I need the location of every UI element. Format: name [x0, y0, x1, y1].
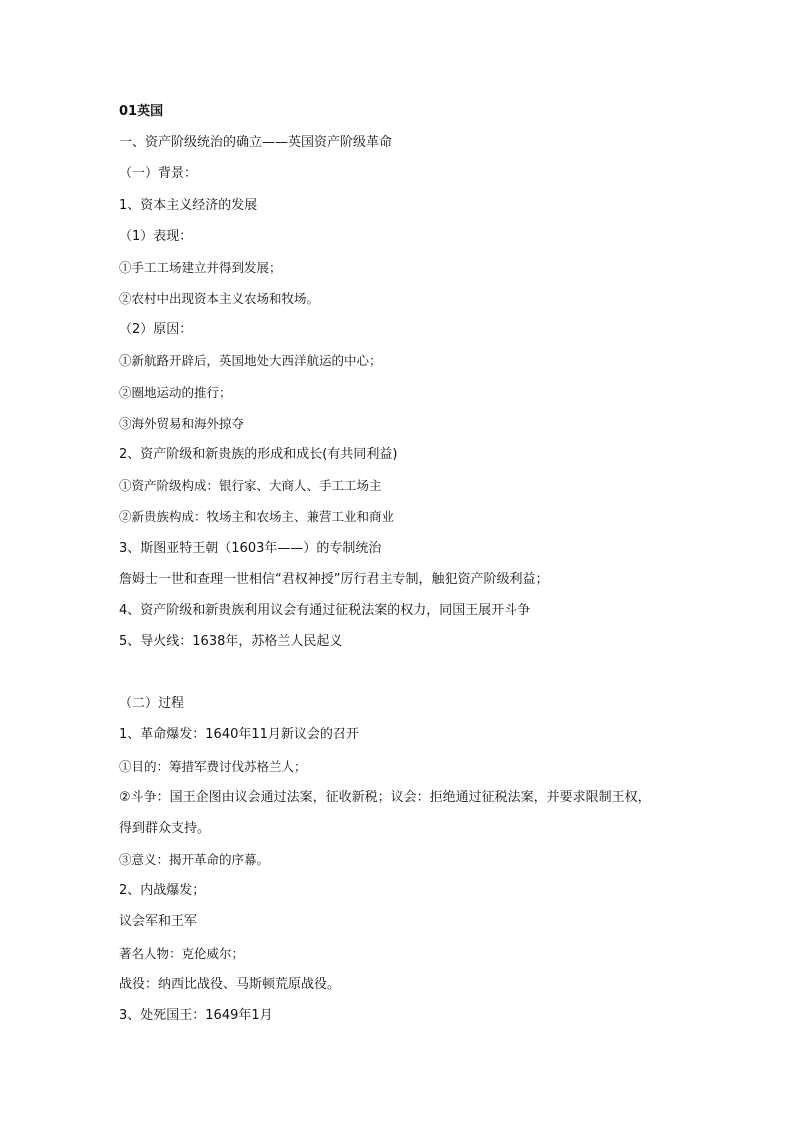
list-item: ①资产阶级构成：银行家、大商人、手工工场主 — [119, 478, 382, 493]
process-point-3: 3、处死国王：1649年1月 — [119, 1008, 273, 1023]
list-item: ③海外贸易和海外掠夺 — [119, 416, 245, 431]
point-1-title: 1、资本主义经济的发展 — [119, 198, 258, 213]
point-4-title: 4、资产阶级和新贵族利用议会有通过征税法案的权力，同国王展开斗争 — [119, 603, 531, 618]
point-5-title: 5、导火线：1638年，苏格兰人民起义 — [119, 634, 343, 649]
paragraph: 詹姆士一世和查理一世相信“君权神授”厉行君主专制，触犯资产阶级利益； — [119, 572, 549, 587]
process-point-2: 2、内战爆发； — [119, 883, 206, 898]
heading-country: 01英国 — [119, 104, 164, 119]
subsection-process: （二）过程 — [119, 696, 185, 711]
list-item: ①手工工场建立并得到发展； — [119, 260, 282, 275]
point-2-title: 2、资产阶级和新贵族的形成和成长(有共同利益) — [119, 447, 398, 462]
list-item: ②圈地运动的推行； — [119, 385, 232, 400]
paragraph: 著名人物：克伦威尔； — [119, 946, 245, 961]
list-item-continuation: 得到群众支持。 — [119, 821, 211, 836]
list-item: ①目的：筹措军费讨伐苏格兰人； — [119, 759, 307, 774]
subsection-background: （一）背景： — [119, 166, 198, 181]
list-item: ②新贵族构成：牧场主和农场主、兼营工业和商业 — [119, 509, 395, 524]
process-point-1: 1、革命爆发：1640年11月新议会的召开 — [119, 727, 359, 742]
subpoint-manifestation: （1）表现： — [119, 229, 193, 244]
list-item: ③意义：揭开革命的序幕。 — [119, 852, 270, 867]
paragraph: 战役：纳西比战役、马斯顿荒原战役。 — [119, 977, 341, 992]
list-item: ②斗争：国王企图由议会通过法案，征收新税；议会：拒绝通过征税法案，并要求限制王权， — [119, 790, 651, 805]
list-item: ①新航路开辟后，英国地处大西洋航运的中心； — [119, 353, 382, 368]
subpoint-reason: （2）原因： — [119, 322, 193, 337]
paragraph: 议会军和王军 — [119, 914, 198, 929]
section-title: 一、资产阶级统治的确立——英国资产阶级革命 — [119, 135, 393, 150]
list-item: ②农村中出现资本主义农场和牧场。 — [119, 291, 320, 306]
point-3-title: 3、斯图亚特王朝（1603年——）的专制统治 — [119, 541, 382, 556]
